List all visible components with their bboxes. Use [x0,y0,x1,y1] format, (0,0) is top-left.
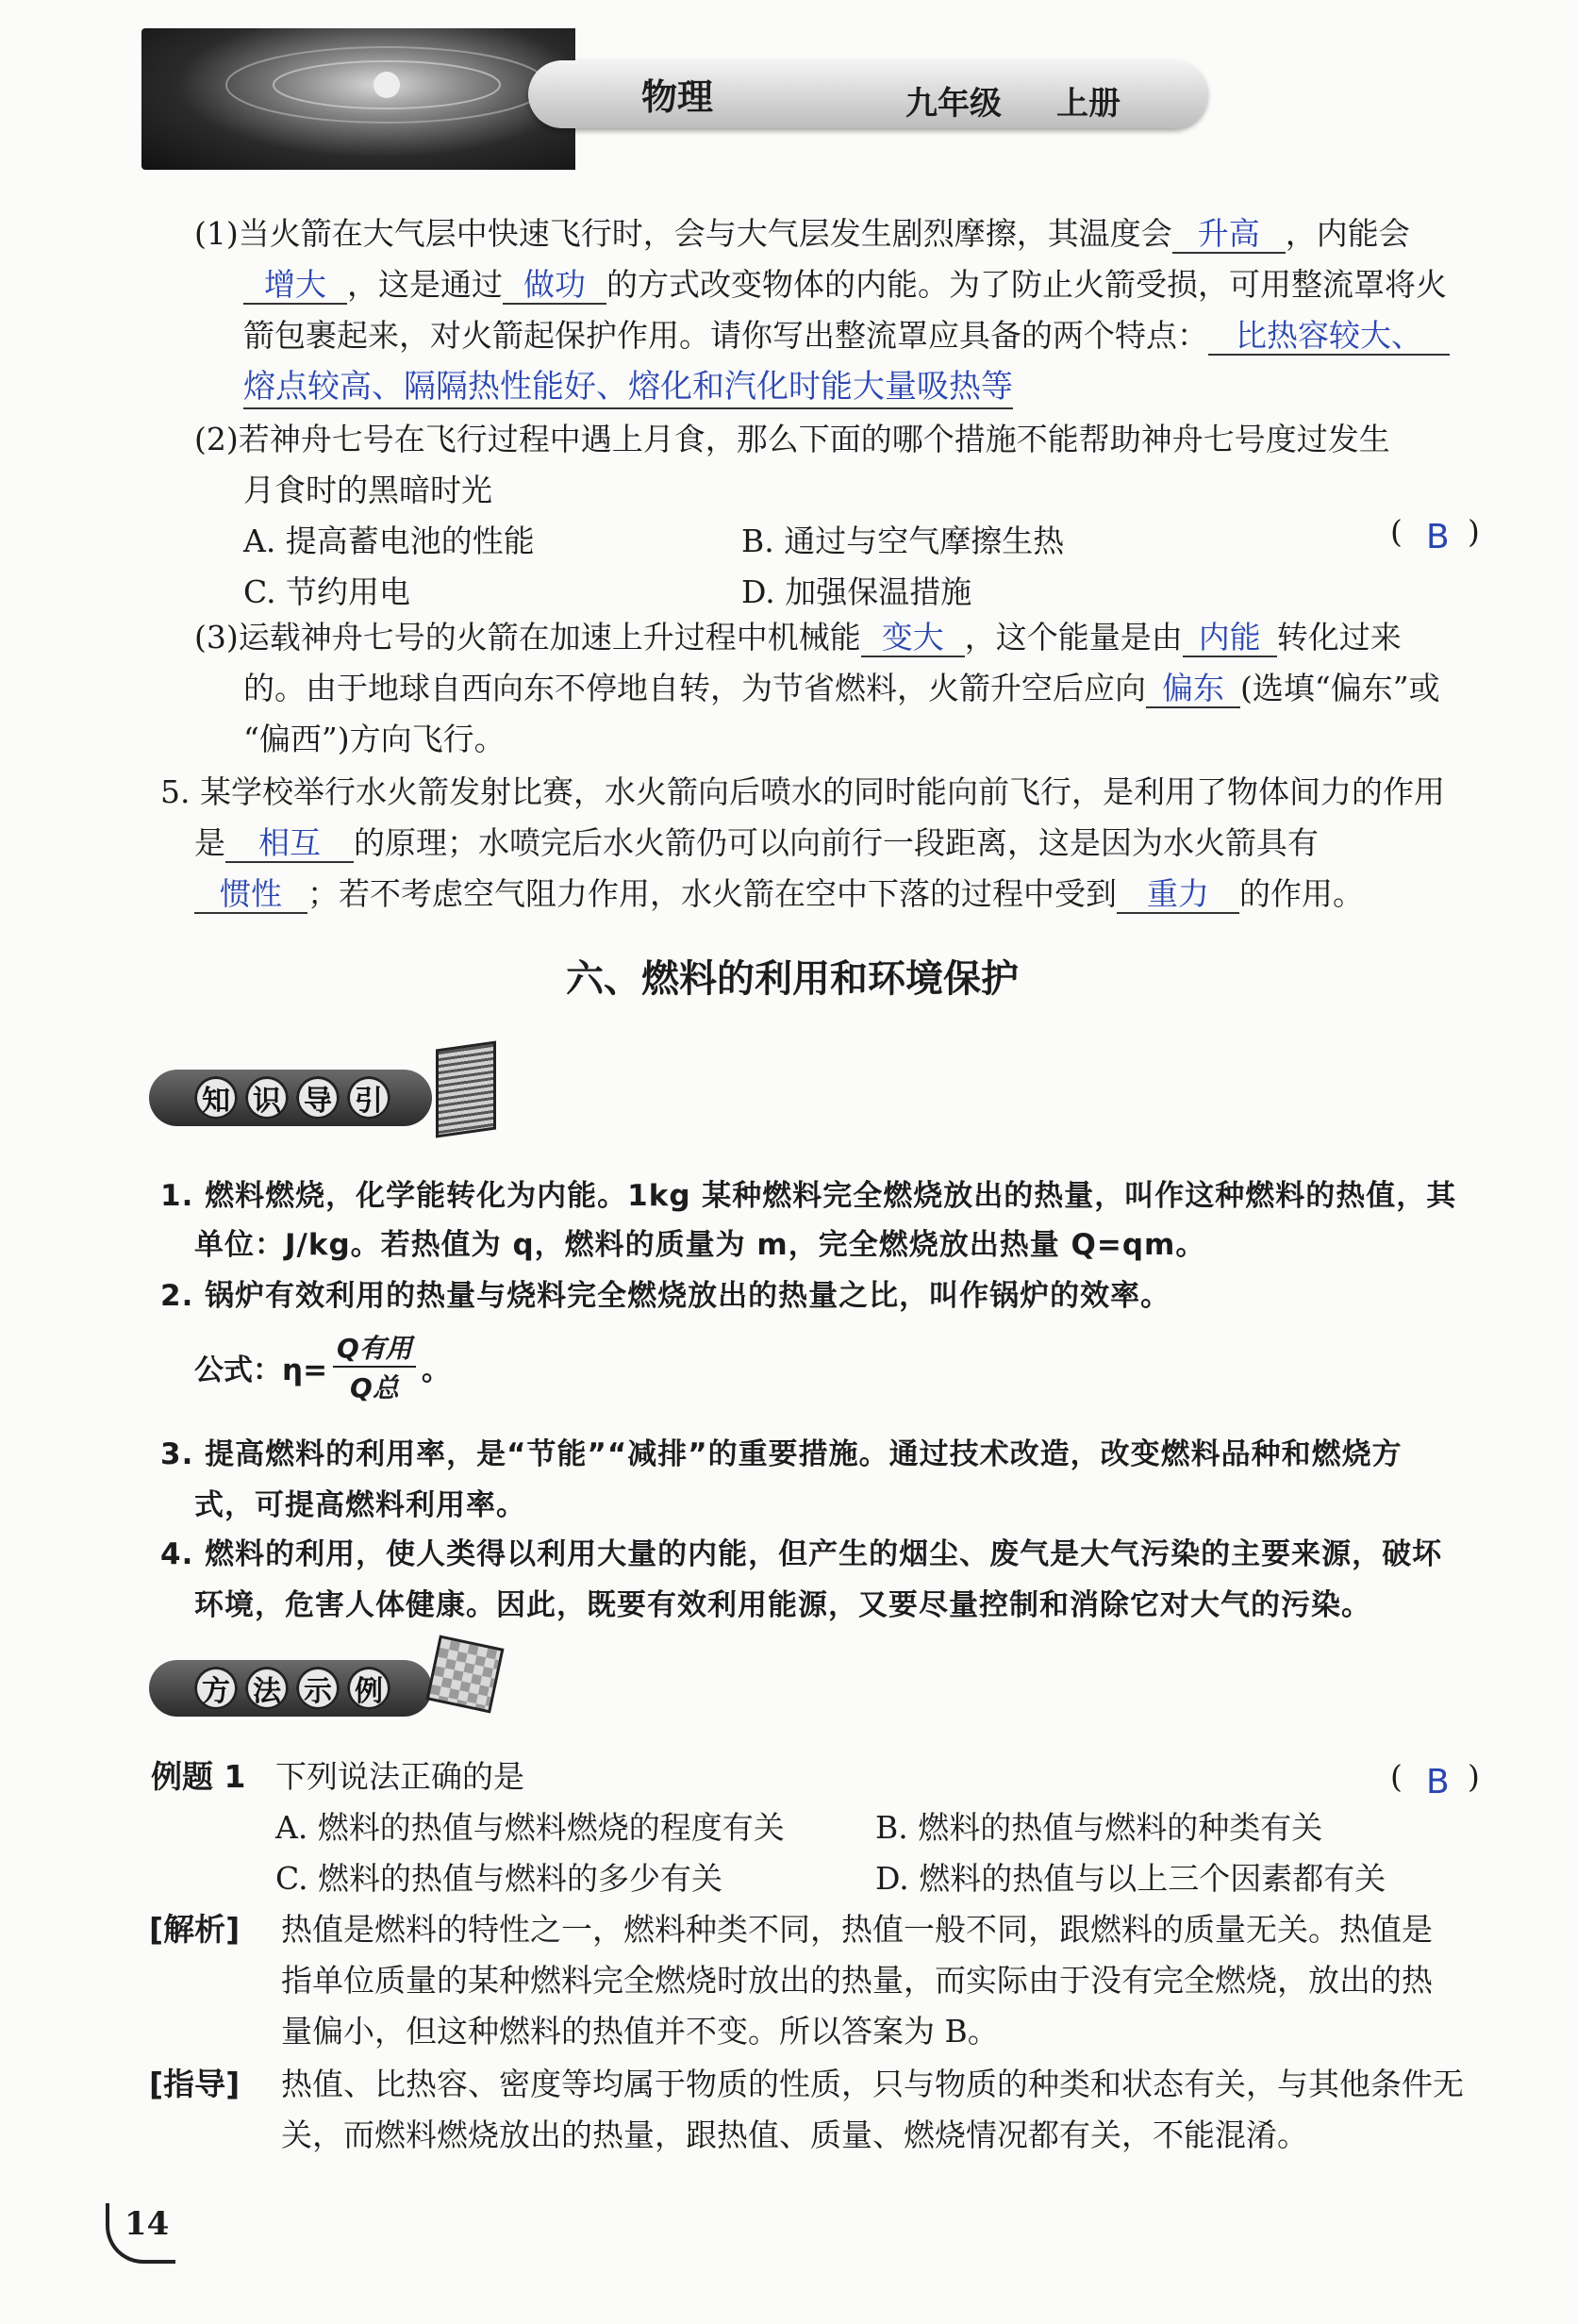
example-answer: B [1426,1763,1450,1801]
q4-2-option-d: D. 加强保温措施 [741,573,972,610]
example-option-c: C. 燃料的热值与燃料的多少有关 [275,1860,723,1897]
q4-1-line2: 增大 ，这是通过 做功 的方式改变物体的内能。为了防止火箭受损，可用整流罩将火 [243,264,1447,306]
example-paren-left: ( [1390,1758,1403,1795]
q5-line3: 惯性 ；若不考虑空气阻力作用，水火箭在空中下落的过程中受到 重力 的作用。 [194,873,1364,915]
q4-2-paren-right: ) [1468,513,1480,550]
knowledge-1-line1: 1. 燃料燃烧，化学能转化为内能。1kg 某种燃料完全燃烧放出的热量，叫作这种燃料的热值，其 [160,1179,1457,1213]
formula-end: 。 [421,1353,451,1387]
q4-3-line2: 的。由于地球自西向东不停地自转，为节省燃料，火箭升空后应向 偏东 (选填“偏东”或 [243,670,1440,706]
answer-from: 内能 [1183,620,1277,657]
knowledge-4-line2: 环境，危害人体健康。因此，既要有效利用能源，又要尽量控制和消除它对大气的污染。 [194,1588,1371,1622]
formula-numerator: Q有用 [333,1328,416,1368]
example-option-d: D. 燃料的热值与以上三个因素都有关 [875,1860,1386,1897]
answer-temp: 升高 [1172,216,1286,254]
knowledge-3-line2: 式，可提高燃料利用率。 [194,1488,526,1522]
answer-internal: 增大 [243,267,347,305]
q4-2-line2: 月食时的黑暗时光 [243,472,492,508]
header-volume: 上册 [1056,85,1120,123]
knowledge-2-line1: 2. 锅炉有效利用的热量与烧料完全燃烧放出的热量之比，叫作锅炉的效率。 [160,1279,1171,1313]
efficiency-formula [194,1328,451,1405]
q4-2-line1: (2)若神舟七号在飞行过程中遇上月食，那么下面的哪个措施不能帮助神舟七号度过发生 [194,421,1390,457]
cube-icon [425,1635,504,1713]
q4-2-paren-left: ( [1390,513,1403,550]
book-icon [436,1041,496,1138]
answer-feature2: 熔点较高、隔隔热性能好、熔化和汽化时能大量吸热等 [243,366,1013,409]
formula-denominator: Q总 [350,1372,399,1403]
analysis-line1: 热值是燃料的特性之一，燃料种类不同，热值一般不同，跟燃料的质量无关。热值是 [281,1911,1433,1948]
knowledge-1-line2: 单位：J/kg。若热值为 q，燃料的质量为 m，完全燃烧放出热量 Q=qm。 [194,1228,1206,1262]
knowledge-4-line1: 4. 燃料的利用，使人类得以利用大量的内能，但产生的烟尘、废气是大气污染的主要来源，破坏 [160,1537,1443,1571]
guide-label: [指导] [149,2066,241,2102]
answer-mutual: 相互 [225,825,354,863]
example-question: 下列说法正确的是 [275,1758,524,1795]
q5-line2: 是 相互 的原理；水喷完后水火箭仍可以向前行一段距离，这是因为水火箭具有 [194,824,1319,861]
banner-char: 示 [296,1667,340,1710]
banner-char: 导 [296,1076,340,1120]
q4-3-line1: (3)运载神舟七号的火箭在加速上升过程中机械能 变大 ，这个能量是由 内能 转化过来 [194,619,1402,656]
header-subject: 物理 [641,76,714,118]
answer-gravity: 重力 [1117,876,1239,914]
analysis-line3: 量偏小，但这种燃料的热值并不变。所以答案为 B。 [281,2013,999,2050]
example-paren-right: ) [1468,1758,1480,1795]
header-image [141,28,575,170]
knowledge-3-line1: 3. 提高燃料的利用率，是“节能”“减排”的重要措施。通过技术改造，改变燃料品种和燃烧方 [160,1437,1403,1471]
banner-char: 知 [194,1076,238,1120]
q4-1-line1: (1)当火箭在大气层中快速飞行时，会与大气层发生剧烈摩擦，其温度会 升高 ，内能会 [194,215,1410,252]
q4-2-option-b: B. 通过与空气摩擦生热 [741,523,1065,559]
formula-label: 公式：η= [194,1353,328,1387]
guide-line1: 热值、比热容、密度等均属于物质的性质，只与物质的种类和状态有关，与其他条件无 [281,2066,1464,2102]
analysis-label: [解析] [149,1911,241,1948]
banner-knowledge-chars [194,1076,390,1120]
q5-line1: 5. 某学校举行水火箭发射比赛，水火箭向后喷水的同时能向前飞行，是利用了物体间力的作用 [160,773,1445,810]
banner-char: 法 [245,1667,289,1710]
guide-line2: 关，而燃料燃烧放出的热量，跟热值、质量、燃烧情况都有关，不能混淆。 [281,2116,1308,2153]
answer-feature1: 比热容较大、 [1208,318,1450,356]
q4-2-option-a: A. 提高蓄电池的性能 [243,523,535,559]
q4-2-option-c: C. 节约用电 [243,573,411,610]
q4-1-line3: 箭包裹起来，对火箭起保护作用。请你写出整流罩应具备的两个特点： 比热容较大、 [243,315,1450,357]
example-label: 例题 1 [151,1758,246,1795]
page-number: 14 [124,2205,170,2243]
banner-method-chars [194,1667,390,1710]
banner-char: 引 [347,1076,390,1120]
example-option-a: A. 燃料的热值与燃料燃烧的程度有关 [275,1809,785,1846]
example-option-b: B. 燃料的热值与燃料的种类有关 [875,1809,1323,1846]
answer-mechanical: 变大 [861,620,965,657]
banner-char: 例 [347,1667,390,1710]
banner-char: 识 [245,1076,289,1120]
galaxy-icon [141,28,575,170]
analysis-line2: 指单位质量的某种燃料完全燃烧时放出的热量，而实际由于没有完全燃烧，放出的热 [281,1962,1433,1999]
q4-3-line3: “偏西”)方向飞行。 [243,721,506,757]
answer-direction: 偏东 [1146,671,1240,708]
section-title: 六、燃料的利用和环境保护 [566,957,1019,1001]
answer-inertia: 惯性 [194,876,307,914]
answer-method: 做功 [503,267,606,305]
header-grade: 九年级 [905,85,1002,123]
banner-char: 方 [194,1667,238,1710]
q4-2-answer: B [1426,518,1450,556]
